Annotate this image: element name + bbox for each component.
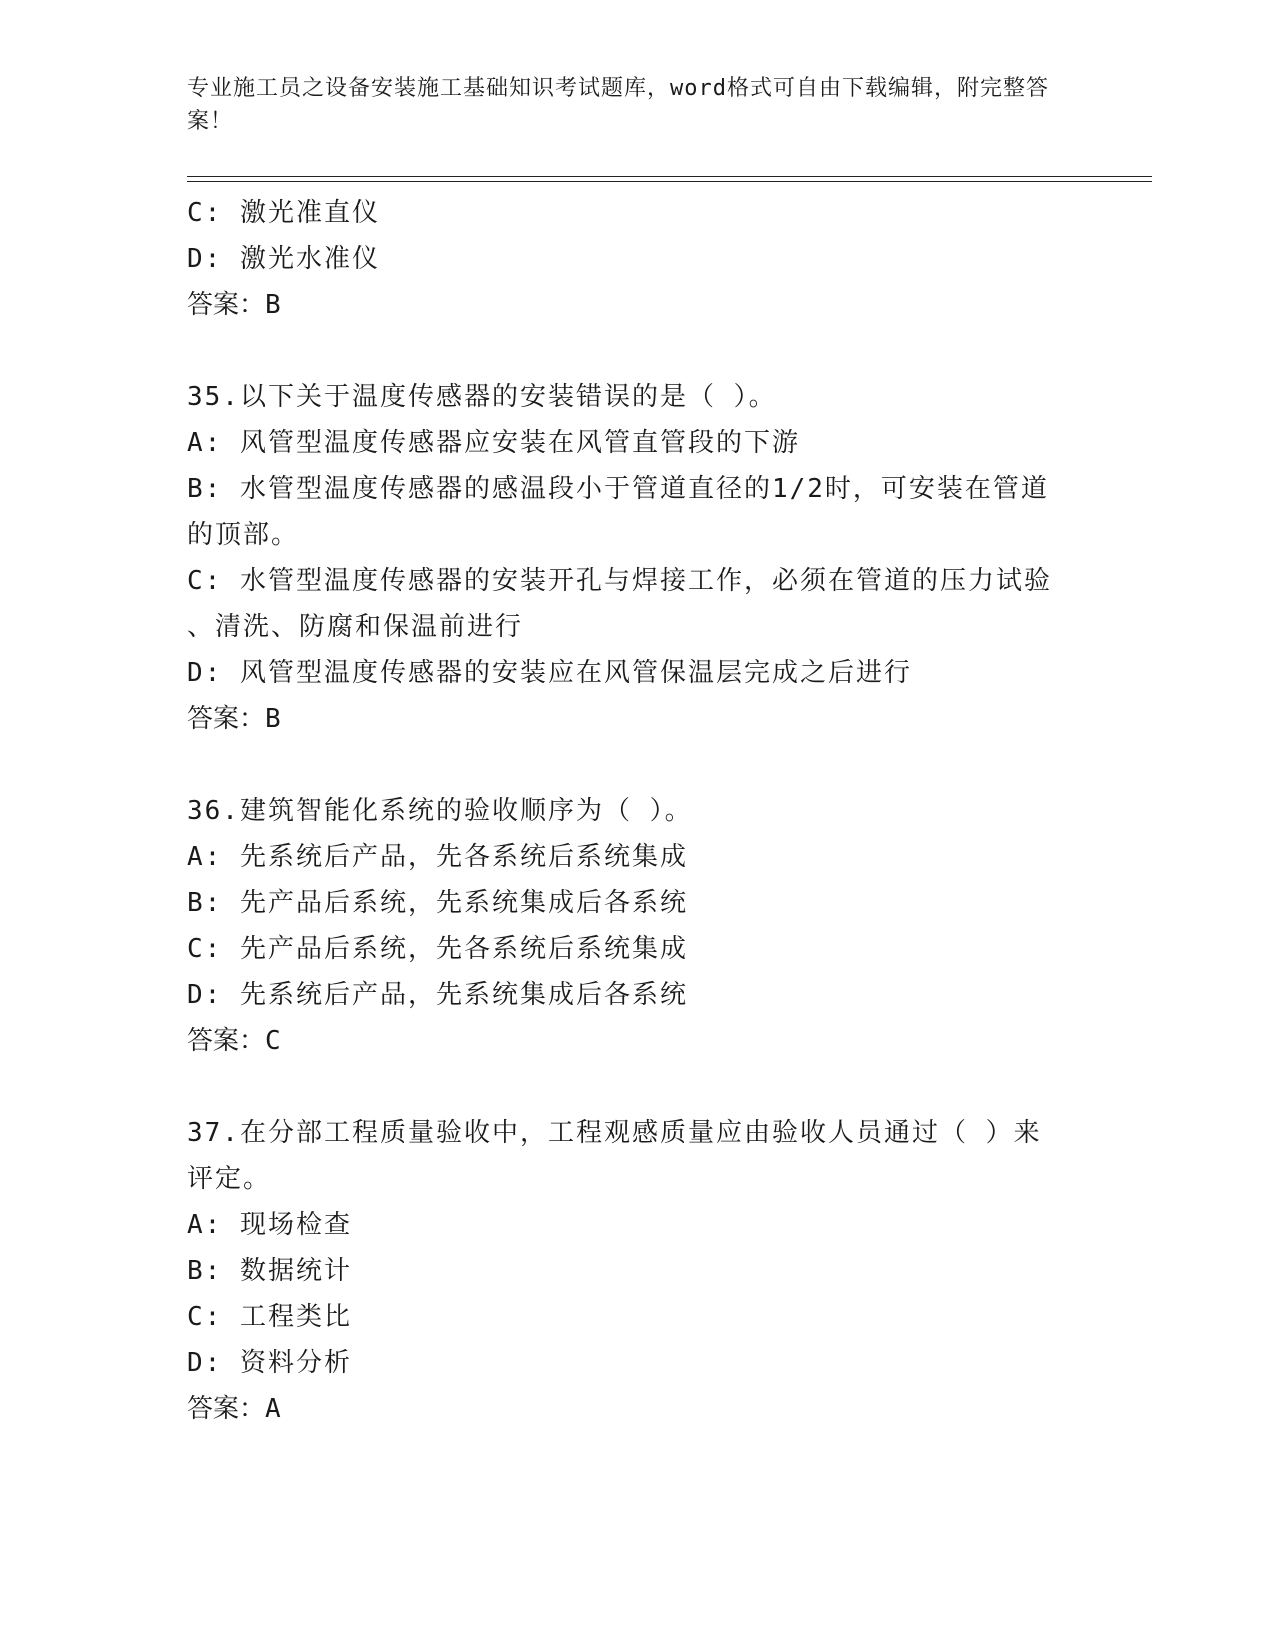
option-c-continued: 、清洗、防腐和保温前进行 [187, 612, 524, 642]
option-c: C: 工程类比 [187, 1302, 352, 1332]
option-d: D: 激光水准仪 [187, 244, 380, 274]
option-b: B: 先产品后系统，先系统集成后各系统 [187, 888, 688, 918]
answer-line [187, 1018, 1087, 1064]
option-d: D: 先系统后产品，先系统集成后各系统 [187, 980, 688, 1010]
header-divider-bottom [187, 181, 1152, 182]
answer-value: C [265, 1026, 281, 1056]
header-divider-top [187, 176, 1152, 177]
spacer [187, 742, 1087, 788]
option-b: B: 水管型温度传感器的感温段小于管道直径的1/2时，可安装在管道 [187, 474, 1049, 504]
question-36 [187, 788, 1087, 1064]
option-c: C: 激光准直仪 [187, 198, 380, 228]
answer-label: 答案： [187, 704, 266, 734]
answer-value: A [265, 1394, 281, 1424]
answer-value: B [265, 290, 281, 320]
answer-value: B [265, 704, 281, 734]
question-list [187, 190, 1087, 1432]
option-d: D: 资料分析 [187, 1348, 352, 1378]
answer-line [187, 282, 1087, 328]
answer-line [187, 696, 1087, 742]
option-a: A: 先系统后产品，先各系统后系统集成 [187, 842, 688, 872]
spacer [187, 328, 1087, 374]
question-35 [187, 374, 1087, 742]
question-37 [187, 1110, 1087, 1432]
question-34-tail [187, 190, 1087, 328]
spacer [187, 1064, 1087, 1110]
question-text-continued: 评定。 [187, 1164, 272, 1194]
question-text: 35.以下关于温度传感器的安装错误的是（ ）。 [187, 382, 777, 412]
answer-label: 答案： [187, 1394, 266, 1424]
option-c: C: 先产品后系统，先各系统后系统集成 [187, 934, 688, 964]
page-header: 专业施工员之设备安装施工基础知识考试题库，word格式可自由下载编辑，附完整答案！ [187, 76, 1049, 134]
answer-line [187, 1386, 1087, 1432]
answer-label: 答案： [187, 1026, 266, 1056]
question-text: 36.建筑智能化系统的验收顺序为（ ）。 [187, 796, 693, 826]
answer-label: 答案： [187, 290, 266, 320]
option-b: B: 数据统计 [187, 1256, 352, 1286]
question-text: 37.在分部工程质量验收中，工程观感质量应由验收人员通过（ ）来 [187, 1118, 1042, 1148]
option-a: A: 现场检查 [187, 1210, 352, 1240]
option-c: C: 水管型温度传感器的安装开孔与焊接工作，必须在管道的压力试验 [187, 566, 1052, 596]
option-b-continued: 的顶部。 [187, 520, 300, 550]
option-a: A: 风管型温度传感器应安装在风管直管段的下游 [187, 428, 800, 458]
option-d: D: 风管型温度传感器的安装应在风管保温层完成之后进行 [187, 658, 912, 688]
